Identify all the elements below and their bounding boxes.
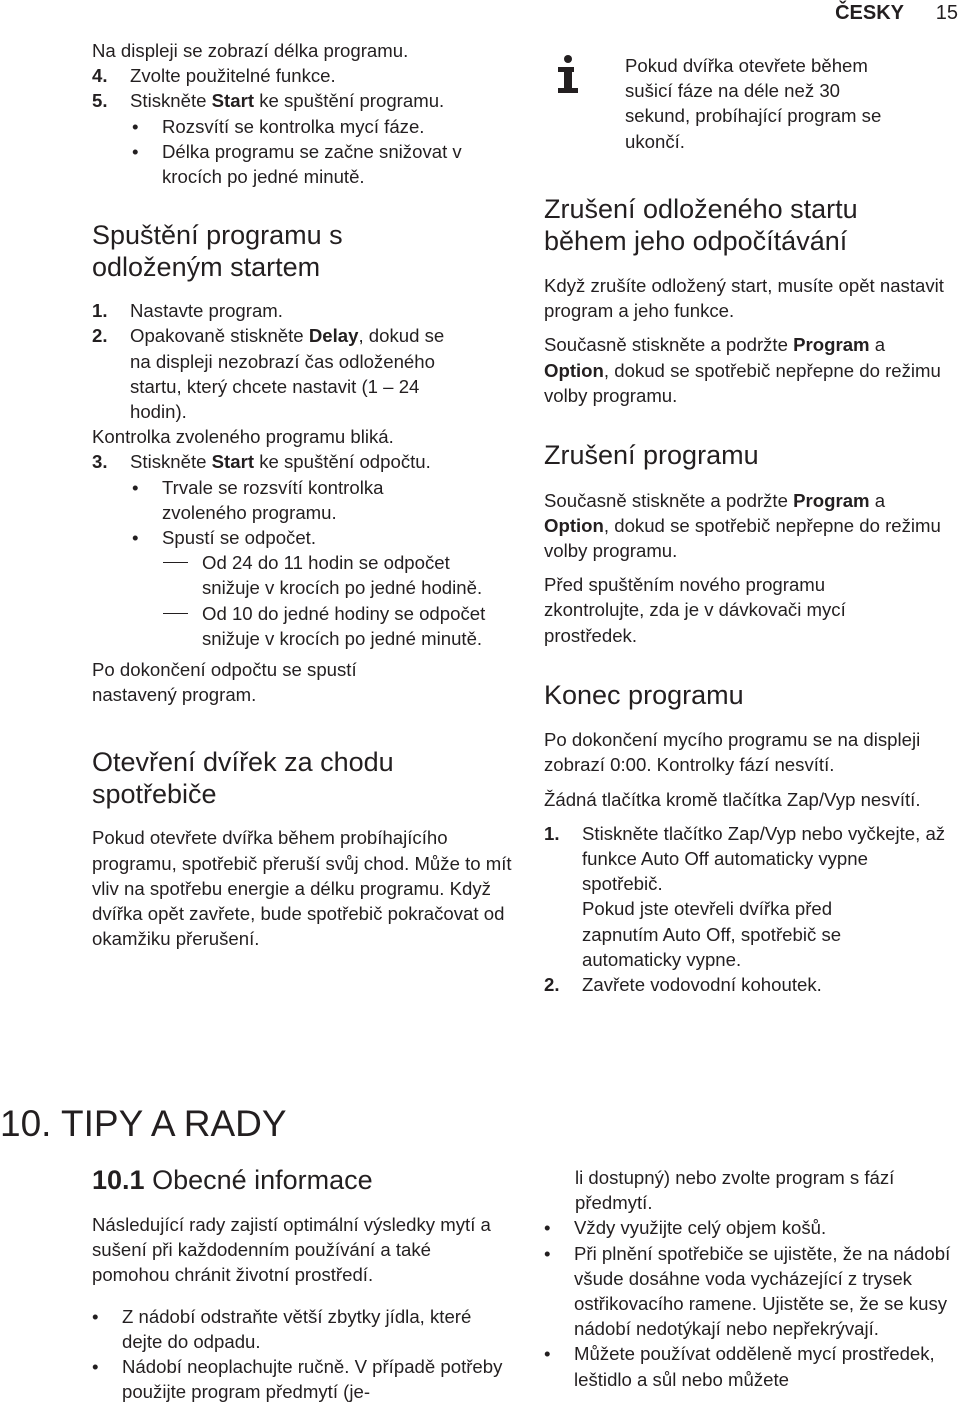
heading-program-end: Konec programu bbox=[544, 679, 744, 710]
step-text-post: ke spuštění programu. bbox=[254, 90, 445, 112]
step-item bbox=[92, 449, 512, 474]
cancel-p1 bbox=[544, 488, 944, 564]
bullet-item: • Spustí se odpočet. bbox=[92, 525, 512, 550]
text-mid: a bbox=[869, 489, 886, 511]
section-title: 10. TIPY A RADY bbox=[0, 1103, 287, 1144]
text-pre: Současně stiskněte a podržte bbox=[544, 489, 794, 511]
step-number: 2. bbox=[544, 974, 560, 996]
cancel-delay-p2 bbox=[544, 332, 944, 408]
text-post: , dokud se spotřebič nepřepne do režimu volby programu. bbox=[544, 514, 941, 561]
step-text: Nastavte program. bbox=[130, 300, 283, 322]
step-text-pre: Opakovaně stiskněte bbox=[130, 325, 309, 347]
door-text: Pokud otevřete dvířka během probíhajícího programu, spotřebič přeruší svůj chod. Může to mít vliv na spotřebu energie a délku programu. Když dvířka opět zavřete, bude spotřebič pokračovat od okamžiku přerušení. bbox=[92, 827, 512, 950]
step-number: 1. bbox=[92, 300, 108, 322]
end-p2: Žádná tlačítka kromě tlačítka Zap/Vyp nesvítí. bbox=[544, 788, 921, 810]
bullet-item: • Můžete používat odděleně mycí prostředek, leštidlo a sůl nebo můžete bbox=[544, 1341, 960, 1391]
section-right bbox=[544, 1165, 960, 1392]
delay-end: Po dokončení odpočtu se spustí nastavený program. bbox=[92, 659, 357, 706]
step-text-post: ke spuštění odpočtu. bbox=[254, 451, 431, 473]
dash-item: Od 24 do 11 hodin se odpočet snižuje v krocích po jedné hodině. bbox=[92, 550, 512, 600]
cancel-delay-p1: Když zrušíte odložený start, musíte opět nastavit program a jeho funkce. bbox=[544, 275, 944, 322]
page-number: 15 bbox=[935, 2, 958, 24]
section-intro: Následující rady zajistí optimální výsledky mytí a sušení při každodenním používání a také pomohou chránit životní prostředí. bbox=[92, 1214, 491, 1286]
intro-line: Na displeji se zobrazí délka programu. bbox=[92, 40, 409, 61]
heading-door-open: Otevření dvířek za chodu spotřebiče bbox=[92, 747, 394, 809]
step-item bbox=[92, 298, 512, 323]
key-option: Option bbox=[544, 359, 604, 381]
step-number: 5. bbox=[92, 90, 108, 112]
right-column bbox=[544, 194, 954, 997]
step-item bbox=[544, 972, 954, 997]
bullet-item: • Nádobí neoplachujte ručně. V případě potřeby použijte program předmytí (je- bbox=[92, 1354, 512, 1404]
heading-cancel-delay: Zrušení odloženého startu během jeho odpočítávání bbox=[544, 194, 858, 256]
end-p1: Po dokončení mycího programu se na displeji zobrazí 0:00. Kontrolky fází nesvítí. bbox=[544, 729, 921, 776]
section-left bbox=[92, 1164, 512, 1404]
heading-delayed-start: Spuštění programu s odloženým startem bbox=[92, 220, 343, 282]
bullet-item: • Rozsvítí se kontrolka mycí fáze. bbox=[92, 114, 512, 139]
subsection-title bbox=[92, 1164, 512, 1196]
key-option: Option bbox=[544, 514, 604, 536]
info-text bbox=[625, 53, 905, 154]
step-item bbox=[92, 88, 512, 113]
bullet-item: • Délka programu se začne snižovat v krocích po jedné minutě. bbox=[92, 139, 512, 189]
bullet-item: • Vždy využijte celý objem košů. bbox=[544, 1215, 960, 1240]
step-text: Zavřete vodovodní kohoutek. bbox=[582, 974, 822, 996]
step-text-post: , dokud se na displeji nezobrazí čas odloženého startu, který chcete nastavit (1 – 24 hodin). bbox=[130, 325, 445, 423]
step-text: Stiskněte tlačítko Zap/Vyp nebo vyčkejte, až funkce Auto Off automaticky vypne spotřebič. bbox=[582, 822, 946, 895]
info-icon bbox=[549, 53, 587, 95]
subsection-label: Obecné informace bbox=[144, 1165, 373, 1195]
key-start: Start bbox=[211, 90, 255, 112]
step-note: Pokud jste otevřeli dvířka před zapnutím Auto Off, spotřebič se automaticky vypne. bbox=[582, 898, 842, 970]
key-delay: Delay bbox=[308, 325, 359, 347]
step-number: 1. bbox=[544, 822, 560, 844]
cancel-p2: Před spuštěním nového programu zkontrolujte, zda je v dávkovači mycí prostředek. bbox=[544, 574, 846, 646]
delay-note: Kontrolka zvoleného programu bliká. bbox=[92, 426, 394, 448]
subsection-number: 10.1 bbox=[92, 1165, 145, 1195]
step-text: Zvolte použitelné funkce. bbox=[130, 65, 336, 87]
step-number: 3. bbox=[92, 451, 108, 473]
step-item bbox=[92, 323, 470, 424]
language-label: ČESKY bbox=[835, 2, 904, 24]
step-number: 4. bbox=[92, 65, 108, 87]
text-post: , dokud se spotřebič nepřepne do režimu volby programu. bbox=[544, 359, 941, 406]
info-paragraph: Pokud dvířka otevřete během sušicí fáze na déle než 30 sekund, probíhající program se ukončí. bbox=[625, 55, 882, 152]
continued-text: li dostupný) nebo zvolte program s fází předmytí. bbox=[575, 1167, 895, 1214]
step-item bbox=[544, 821, 952, 897]
bullet-item: • Při plnění spotřebiče se ujistěte, že na nádobí všude dosáhne voda vycházející z trysek ostřikovacího ramene. Ujistěte se, že se kusy nádobí nedotýkají nebo nepřekrývají. bbox=[544, 1241, 960, 1342]
heading-cancel-program: Zrušení programu bbox=[544, 440, 759, 471]
text-mid: a bbox=[869, 334, 886, 356]
bullet-item: • Trvale se rozsvítí kontrolka zvoleného programu. bbox=[92, 475, 442, 525]
key-program: Program bbox=[793, 489, 870, 511]
bullet-item: • Z nádobí odstraňte větší zbytky jídla, které dejte do odpadu. bbox=[92, 1304, 502, 1354]
dash-item: Od 10 do jedné hodiny se odpočet snižuje v krocích po jedné minutě. bbox=[92, 601, 502, 651]
step-text-pre: Stiskněte bbox=[130, 451, 212, 473]
text-pre: Současně stiskněte a podržte bbox=[544, 334, 794, 356]
key-start: Start bbox=[211, 451, 255, 473]
step-number: 2. bbox=[92, 325, 108, 347]
step-item bbox=[92, 63, 512, 88]
key-program: Program bbox=[793, 334, 870, 356]
left-column bbox=[92, 38, 512, 951]
step-text-pre: Stiskněte bbox=[130, 90, 212, 112]
page-header bbox=[660, 2, 960, 26]
